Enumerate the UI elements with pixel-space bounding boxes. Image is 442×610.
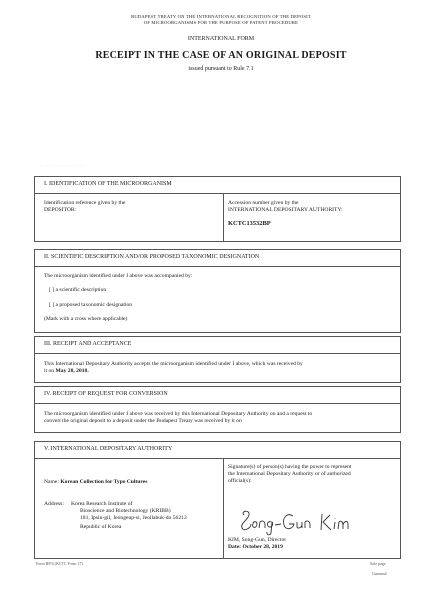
signature-caption-3: official(s): (228, 478, 252, 484)
address-line-4: Republic of Korea (80, 524, 122, 530)
divider (35, 266, 400, 267)
address-line-3: 181, Ipsin-gil, Jeongeup-si, Jeollabuk-do 56212 (80, 515, 187, 521)
form-label: INTERNATIONAL FORM (187, 36, 255, 42)
footer-label: Gamma4 (372, 571, 387, 576)
column-divider (223, 458, 224, 559)
section-conversion-request (34, 386, 401, 433)
signature-date: Date: October 28, 2019 (228, 544, 283, 550)
faint-mark: - - - - - - - - - - - - - - (40, 163, 86, 168)
divider (35, 403, 400, 404)
address-label: Address: (44, 501, 64, 507)
section-2-heading: II. SCIENTIFIC DESCRIPTION AND/OR PROPOSED TAXONOMIC DESIGNATION (44, 254, 260, 260)
section-receipt-acceptance (34, 336, 401, 383)
section-4-heading: IV. RECEIPT OF REQUEST FOR CONVERSION (44, 391, 168, 397)
signature-caption-1: Signature(s) of person(s) having the power to represent (228, 464, 352, 470)
section-identification (34, 176, 401, 242)
acceptance-text-2: it on May 28, 2018. (44, 368, 89, 374)
accession-label-1: Accession number given by the (228, 200, 299, 206)
divider (35, 193, 400, 194)
column-divider (223, 193, 224, 242)
accession-number: KCTC13532BP (228, 220, 271, 227)
depositor-label-2: DEPOSITOR: (44, 207, 77, 213)
treaty-line-2: OF MICROORGANISMS FOR THE PURPOSE OF PATENT PROCEDURE (143, 20, 299, 25)
divider (35, 458, 400, 459)
accession-label-2: INTERNATIONAL DEPOSITARY AUTHORITY: (228, 207, 343, 213)
conversion-text-2: convert the original deposit to a deposit under the Budapest Treaty was received by it on (44, 418, 242, 424)
option-taxonomic-designation: [ ] a proposed taxonomic designation (49, 302, 133, 308)
option-scientific-description: [ ] a scientific description (49, 287, 107, 293)
document-subtitle: issued pursuant to Rule 7.1 (188, 66, 254, 72)
authority-name-value: Korean Collection for Type Cultures (60, 479, 148, 485)
treaty-header (0, 14, 442, 26)
document-title: RECEIPT IN THE CASE OF AN ORIGINAL DEPOSIT (95, 50, 347, 61)
conversion-text-1: The microorganism identified under I above was received by this International Depositary Authority on and a request to (44, 411, 313, 417)
mark-note: (Mark with a cross where applicable) (44, 316, 128, 322)
section-scientific-description (34, 249, 401, 333)
divider (35, 353, 400, 354)
signature-caption-2: the International Depositary Authority or of authorized (228, 471, 351, 477)
address-line-2: Bioscience and Biotechnology (KRIBB) (80, 508, 171, 514)
treaty-line-1: BUDAPEST TREATY ON THE INTERNATIONAL RECOGNITION OF THE DEPOSIT (131, 14, 311, 19)
form-code: Form BP/4 (KCTC Form 17) (36, 561, 83, 566)
received-date: May 28, 2018. (55, 368, 89, 374)
signer-name: KIM, Song-Gun, Director (228, 537, 287, 543)
section-5-heading: V. INTERNATIONAL DEPOSITARY AUTHORITY (44, 446, 173, 452)
depositor-label-1: Identification reference given by the (44, 200, 126, 206)
address-line-1: Korea Research Institute of (71, 501, 133, 507)
authority-name: Name: Korean Collection for Type Cultures (44, 479, 148, 485)
handwritten-signature (238, 506, 358, 538)
page-indicator: Sole page (370, 561, 386, 566)
signature-date-value: October 28, 2019 (242, 544, 283, 550)
acceptance-text-1: This International Depositary Authority accepts the microorganism identified under I above, which was received by (44, 361, 303, 367)
accompanied-intro: The microorganism identified under I above was accompanied by: (44, 273, 193, 279)
section-3-heading: III. RECEIPT AND ACCEPTANCE (44, 341, 132, 347)
section-1-heading: I. IDENTIFICATION OF THE MICROORGANISM (44, 181, 172, 187)
section-depositary-authority (34, 441, 401, 559)
